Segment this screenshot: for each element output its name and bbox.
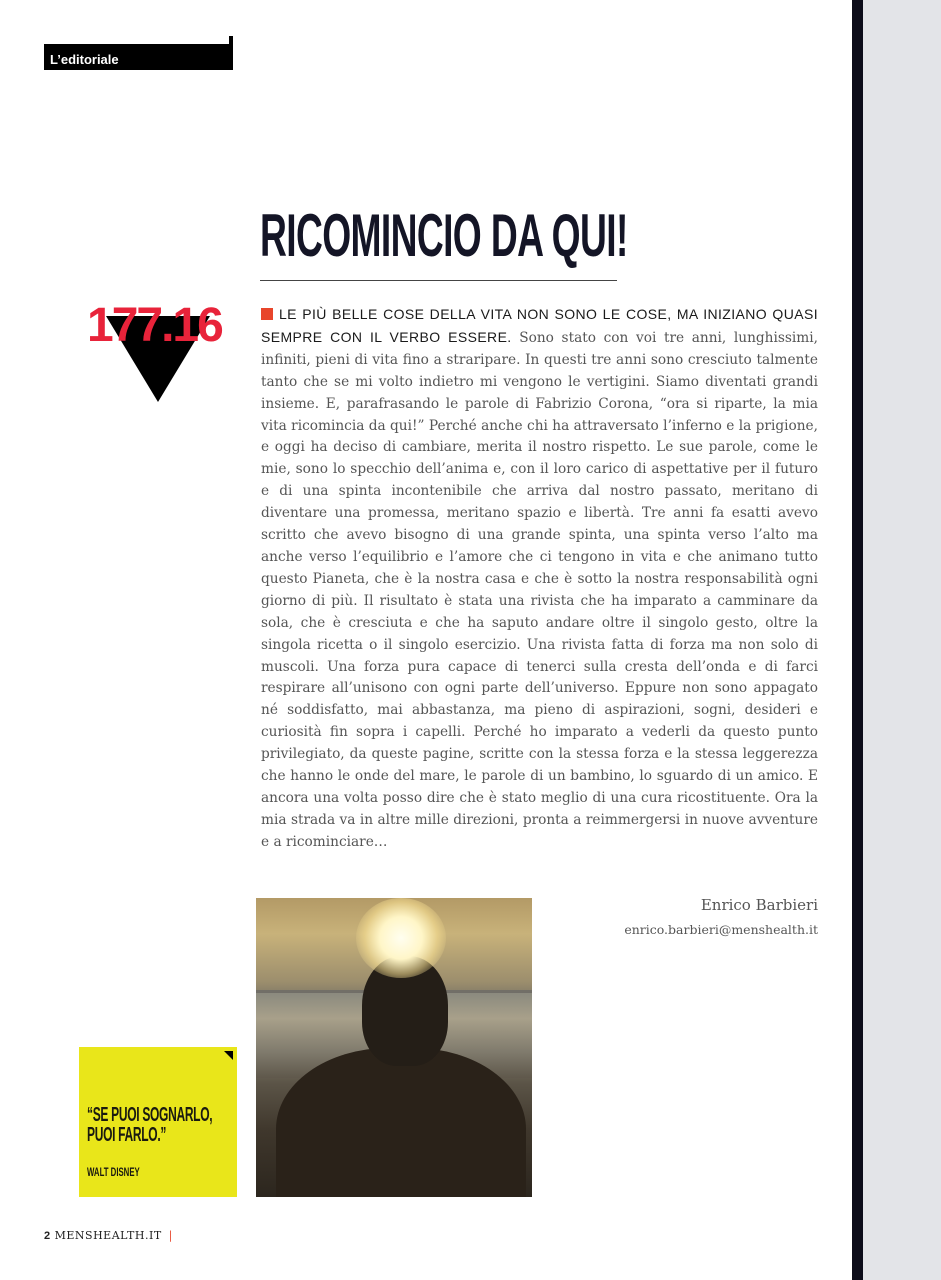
page-gutter [863, 0, 941, 1280]
author-email[interactable]: enrico.barbieri@menshealth.it [624, 922, 818, 937]
issue-number: 177.16 [87, 299, 222, 352]
title-underline [260, 280, 617, 281]
article-lead: LE PIÙ BELLE COSE DELLA VITA NON SONO LE COSE, MA INIZIANO QUASI SEMPRE CON IL VERBO ESSERE. [261, 306, 818, 345]
article-body-text: Sono stato con voi tre anni, lunghissimi, infiniti, pieni di vita fino a straripare. In questi tre anni sono cresciuto talmente tanto che se mi volto indietro mi vengono le vertigini. Siamo diventati grandi insieme. E, parafrasando le parole di Fabrizio Corona, “ora si riparte, la mia vita ricomincia da qui!” Perché anche chi ha attraversato l’inferno e la prigione, e oggi ha deciso di cambiare, merita il nostro rispetto. Le sue parole, come le mie, sono lo specchio dell’anima e, con il loro carico di aspettative per il futuro e di una spinta incontenibile che arriva dal nostro passato, meritano di diventare una promessa, meritano spazio e libertà. Tre anni fa esatti avevo scritto che avevo bisogno di una grande spinta, una spinta verso l’alto ma anche verso l’equilibrio e l’amore che ci tengono in vita e che animano tutto questo Pianeta, che è la nostra casa e che è sotto la nostra responsabilità ogni giorno di più. Il risultato è stata una rivista che ha imparato a camminare da sola, che è cresciuta e che ha saputo andare oltre il singolo gesto, oltre la singola ricetta o il singolo esercizio. Una rivista fatta di forza ma non solo di muscoli. Una forza pura capace di tenerci sulla cresta dell’onda e di farci respirare all’unisono con ogni parte dell’universo. Eppure non sono appagato né soddisfatto, mai abbastanza, ma pieno di aspirazioni, sogni, desideri e curiosità fin sopra i capelli. Perché ho imparato a vederli da questo punto privilegiato, da queste pagine, scritte con la stessa forza e la stessa leggerezza che hanno le onde del mare, le parole di un bambino, lo sguardo di un amico. E ancora una volta posso dire che è stato meglio di una cura ricostituente. Ora la mia strada va in altre mille direzioni, pronta a reimmergersi in nuove avventure e a ricominciare… [261, 329, 818, 850]
photo-silhouette-body [276, 1048, 526, 1197]
red-square-icon [261, 308, 273, 320]
article-title: RICOMINCIO DA QUI! [260, 202, 628, 269]
author-photo [256, 898, 532, 1197]
quote-author: WALT DISNEY [87, 1165, 140, 1179]
footer-site: MENSHEALTH.IT [54, 1229, 162, 1242]
section-tag: L’editoriale [44, 44, 233, 70]
page-footer [44, 1229, 173, 1242]
author-name: Enrico Barbieri [700, 896, 818, 914]
page-spine [852, 0, 863, 1280]
quote-box [79, 1047, 237, 1197]
page-number: 2 [44, 1230, 51, 1242]
corner-triangle-icon [224, 1051, 233, 1060]
photo-sun [356, 898, 446, 978]
footer-separator: | [168, 1229, 173, 1242]
article-body [261, 304, 818, 854]
quote-text: “SE PUOI SOGNARLO, PUOI FARLO.” [87, 1104, 213, 1146]
